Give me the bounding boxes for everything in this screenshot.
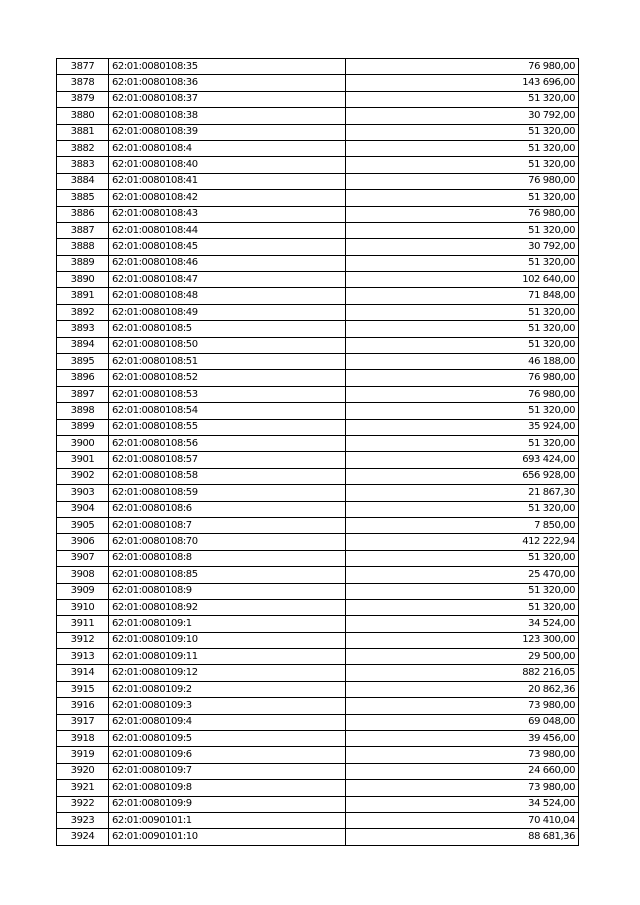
cadastral-value-cell: 70 410,04 (346, 812, 579, 828)
cadastral-number-cell: 62:01:0080108:9 (109, 583, 346, 599)
cadastral-number-cell: 62:01:0080108:47 (109, 272, 346, 288)
row-number-cell: 3911 (57, 616, 109, 632)
row-number-cell: 3922 (57, 796, 109, 812)
row-number-cell: 3919 (57, 747, 109, 763)
table-row (57, 140, 579, 156)
cadastral-value-cell: 51 320,00 (346, 255, 579, 271)
table-row (57, 550, 579, 566)
table-row (57, 288, 579, 304)
cadastral-number-cell: 62:01:0080109:6 (109, 747, 346, 763)
cadastral-value-cell: 25 470,00 (346, 567, 579, 583)
table-row (57, 714, 579, 730)
row-number-cell: 3879 (57, 91, 109, 107)
row-number-cell: 3924 (57, 829, 109, 845)
cadastral-number-cell: 62:01:0080108:57 (109, 452, 346, 468)
table-row (57, 763, 579, 779)
cadastral-value-cell: 20 862,36 (346, 681, 579, 697)
row-number-cell: 3906 (57, 534, 109, 550)
row-number-cell: 3894 (57, 337, 109, 353)
row-number-cell: 3895 (57, 354, 109, 370)
table-row (57, 501, 579, 517)
cadastral-number-cell: 62:01:0080108:44 (109, 222, 346, 238)
row-number-cell: 3904 (57, 501, 109, 517)
row-number-cell: 3885 (57, 190, 109, 206)
cadastral-number-cell: 62:01:0080109:4 (109, 714, 346, 730)
row-number-cell: 3884 (57, 173, 109, 189)
cadastral-value-cell: 51 320,00 (346, 599, 579, 615)
cadastral-value-cell: 51 320,00 (346, 403, 579, 419)
cadastral-number-cell: 62:01:0080109:2 (109, 681, 346, 697)
row-number-cell: 3910 (57, 599, 109, 615)
table-row (57, 796, 579, 812)
cadastral-number-cell: 62:01:0080109:1 (109, 616, 346, 632)
cadastral-number-cell: 62:01:0080108:58 (109, 468, 346, 484)
table-row (57, 812, 579, 828)
table-row (57, 190, 579, 206)
row-number-cell: 3901 (57, 452, 109, 468)
cadastral-value-cell: 7 850,00 (346, 517, 579, 533)
table-row (57, 222, 579, 238)
row-number-cell: 3880 (57, 108, 109, 124)
row-number-cell: 3882 (57, 140, 109, 156)
cadastral-value-cell: 143 696,00 (346, 75, 579, 91)
row-number-cell: 3918 (57, 731, 109, 747)
table-row (57, 534, 579, 550)
cadastral-number-cell: 62:01:0080108:6 (109, 501, 346, 517)
table-row (57, 517, 579, 533)
cadastral-value-cell: 69 048,00 (346, 714, 579, 730)
cadastral-value-cell: 693 424,00 (346, 452, 579, 468)
row-number-cell: 3889 (57, 255, 109, 271)
cadastral-number-cell: 62:01:0080108:52 (109, 370, 346, 386)
cadastral-number-cell: 62:01:0080108:46 (109, 255, 346, 271)
cadastral-value-cell: 76 980,00 (346, 173, 579, 189)
cadastral-number-cell: 62:01:0080108:37 (109, 91, 346, 107)
cadastral-value-cell: 51 320,00 (346, 157, 579, 173)
row-number-cell: 3877 (57, 59, 109, 75)
cadastral-value-cell: 30 792,00 (346, 239, 579, 255)
table-row (57, 485, 579, 501)
cadastral-value-cell: 51 320,00 (346, 91, 579, 107)
row-number-cell: 3899 (57, 419, 109, 435)
cadastral-value-cell: 34 524,00 (346, 796, 579, 812)
cadastral-value-cell: 76 980,00 (346, 59, 579, 75)
table-row (57, 665, 579, 681)
cadastral-number-cell: 62:01:0080108:42 (109, 190, 346, 206)
table-row (57, 599, 579, 615)
cadastral-number-cell: 62:01:0080109:7 (109, 763, 346, 779)
cadastral-value-cell: 73 980,00 (346, 747, 579, 763)
cadastral-value-cell: 76 980,00 (346, 206, 579, 222)
cadastral-number-cell: 62:01:0080109:11 (109, 649, 346, 665)
row-number-cell: 3912 (57, 632, 109, 648)
row-number-cell: 3915 (57, 681, 109, 697)
table-row (57, 354, 579, 370)
cadastral-number-cell: 62:01:0080108:8 (109, 550, 346, 566)
cadastral-number-cell: 62:01:0080108:41 (109, 173, 346, 189)
row-number-cell: 3913 (57, 649, 109, 665)
table-row (57, 91, 579, 107)
cadastral-number-cell: 62:01:0080109:12 (109, 665, 346, 681)
table-row (57, 304, 579, 320)
cadastral-number-cell: 62:01:0080108:85 (109, 567, 346, 583)
row-number-cell: 3897 (57, 386, 109, 402)
cadastral-number-cell: 62:01:0080108:59 (109, 485, 346, 501)
table-row (57, 403, 579, 419)
cadastral-number-cell: 62:01:0080108:36 (109, 75, 346, 91)
cadastral-value-cell: 73 980,00 (346, 698, 579, 714)
cadastral-number-cell: 62:01:0080108:43 (109, 206, 346, 222)
table-row (57, 829, 579, 845)
row-number-cell: 3900 (57, 435, 109, 451)
cadastral-value-cell: 51 320,00 (346, 124, 579, 140)
row-number-cell: 3883 (57, 157, 109, 173)
table-row (57, 75, 579, 91)
cadastral-number-cell: 62:01:0080108:54 (109, 403, 346, 419)
table-row (57, 681, 579, 697)
row-number-cell: 3921 (57, 780, 109, 796)
row-number-cell: 3892 (57, 304, 109, 320)
cadastral-value-cell: 102 640,00 (346, 272, 579, 288)
table-row (57, 567, 579, 583)
row-number-cell: 3886 (57, 206, 109, 222)
cadastral-value-cell: 51 320,00 (346, 190, 579, 206)
row-number-cell: 3909 (57, 583, 109, 599)
registry-table-body (57, 59, 579, 846)
cadastral-number-cell: 62:01:0080108:45 (109, 239, 346, 255)
cadastral-value-cell: 51 320,00 (346, 304, 579, 320)
table-row (57, 780, 579, 796)
cadastral-number-cell: 62:01:0080109:5 (109, 731, 346, 747)
table-row (57, 616, 579, 632)
cadastral-value-cell: 24 660,00 (346, 763, 579, 779)
table-row (57, 649, 579, 665)
table-row (57, 747, 579, 763)
row-number-cell: 3878 (57, 75, 109, 91)
cadastral-value-cell: 46 188,00 (346, 354, 579, 370)
table-row (57, 157, 579, 173)
table-row (57, 321, 579, 337)
cadastral-number-cell: 62:01:0080108:51 (109, 354, 346, 370)
cadastral-value-cell: 123 300,00 (346, 632, 579, 648)
row-number-cell: 3914 (57, 665, 109, 681)
table-row (57, 370, 579, 386)
row-number-cell: 3887 (57, 222, 109, 238)
table-row (57, 698, 579, 714)
table-row (57, 452, 579, 468)
table-row (57, 173, 579, 189)
cadastral-value-cell: 51 320,00 (346, 501, 579, 517)
cadastral-number-cell: 62:01:0080108:50 (109, 337, 346, 353)
row-number-cell: 3907 (57, 550, 109, 566)
row-number-cell: 3920 (57, 763, 109, 779)
registry-table (56, 58, 579, 846)
cadastral-number-cell: 62:01:0080108:55 (109, 419, 346, 435)
row-number-cell: 3905 (57, 517, 109, 533)
table-row (57, 468, 579, 484)
row-number-cell: 3923 (57, 812, 109, 828)
row-number-cell: 3908 (57, 567, 109, 583)
row-number-cell: 3898 (57, 403, 109, 419)
cadastral-number-cell: 62:01:0080108:70 (109, 534, 346, 550)
cadastral-number-cell: 62:01:0080108:49 (109, 304, 346, 320)
cadastral-value-cell: 51 320,00 (346, 435, 579, 451)
table-row (57, 632, 579, 648)
cadastral-number-cell: 62:01:0080108:92 (109, 599, 346, 615)
cadastral-value-cell: 51 320,00 (346, 222, 579, 238)
cadastral-number-cell: 62:01:0080108:38 (109, 108, 346, 124)
row-number-cell: 3891 (57, 288, 109, 304)
cadastral-value-cell: 412 222,94 (346, 534, 579, 550)
cadastral-number-cell: 62:01:0080108:5 (109, 321, 346, 337)
cadastral-value-cell: 29 500,00 (346, 649, 579, 665)
cadastral-value-cell: 71 848,00 (346, 288, 579, 304)
cadastral-number-cell: 62:01:0080108:56 (109, 435, 346, 451)
cadastral-number-cell: 62:01:0080109:3 (109, 698, 346, 714)
cadastral-value-cell: 30 792,00 (346, 108, 579, 124)
table-row (57, 124, 579, 140)
cadastral-value-cell: 76 980,00 (346, 370, 579, 386)
row-number-cell: 3888 (57, 239, 109, 255)
table-row (57, 255, 579, 271)
row-number-cell: 3902 (57, 468, 109, 484)
cadastral-number-cell: 62:01:0080108:40 (109, 157, 346, 173)
row-number-cell: 3903 (57, 485, 109, 501)
cadastral-value-cell: 73 980,00 (346, 780, 579, 796)
cadastral-value-cell: 35 924,00 (346, 419, 579, 435)
table-row (57, 59, 579, 75)
cadastral-number-cell: 62:01:0080108:39 (109, 124, 346, 140)
cadastral-value-cell: 21 867,30 (346, 485, 579, 501)
cadastral-number-cell: 62:01:0080108:4 (109, 140, 346, 156)
cadastral-number-cell: 62:01:0090101:10 (109, 829, 346, 845)
table-row (57, 435, 579, 451)
cadastral-number-cell: 62:01:0080108:35 (109, 59, 346, 75)
cadastral-number-cell: 62:01:0080109:8 (109, 780, 346, 796)
table-row (57, 272, 579, 288)
row-number-cell: 3916 (57, 698, 109, 714)
cadastral-value-cell: 39 456,00 (346, 731, 579, 747)
cadastral-value-cell: 51 320,00 (346, 583, 579, 599)
cadastral-value-cell: 34 524,00 (346, 616, 579, 632)
cadastral-value-cell: 51 320,00 (346, 550, 579, 566)
table-row (57, 337, 579, 353)
cadastral-value-cell: 51 320,00 (346, 140, 579, 156)
row-number-cell: 3890 (57, 272, 109, 288)
row-number-cell: 3893 (57, 321, 109, 337)
row-number-cell: 3881 (57, 124, 109, 140)
row-number-cell: 3917 (57, 714, 109, 730)
row-number-cell: 3896 (57, 370, 109, 386)
cadastral-value-cell: 51 320,00 (346, 337, 579, 353)
cadastral-number-cell: 62:01:0080108:7 (109, 517, 346, 533)
cadastral-value-cell: 51 320,00 (346, 321, 579, 337)
table-row (57, 419, 579, 435)
table-row (57, 206, 579, 222)
table-row (57, 386, 579, 402)
cadastral-number-cell: 62:01:0090101:1 (109, 812, 346, 828)
cadastral-number-cell: 62:01:0080109:10 (109, 632, 346, 648)
cadastral-number-cell: 62:01:0080109:9 (109, 796, 346, 812)
cadastral-value-cell: 656 928,00 (346, 468, 579, 484)
cadastral-value-cell: 882 216,05 (346, 665, 579, 681)
table-row (57, 731, 579, 747)
cadastral-number-cell: 62:01:0080108:48 (109, 288, 346, 304)
table-row (57, 583, 579, 599)
cadastral-value-cell: 76 980,00 (346, 386, 579, 402)
cadastral-value-cell: 88 681,36 (346, 829, 579, 845)
table-row (57, 239, 579, 255)
cadastral-number-cell: 62:01:0080108:53 (109, 386, 346, 402)
table-row (57, 108, 579, 124)
